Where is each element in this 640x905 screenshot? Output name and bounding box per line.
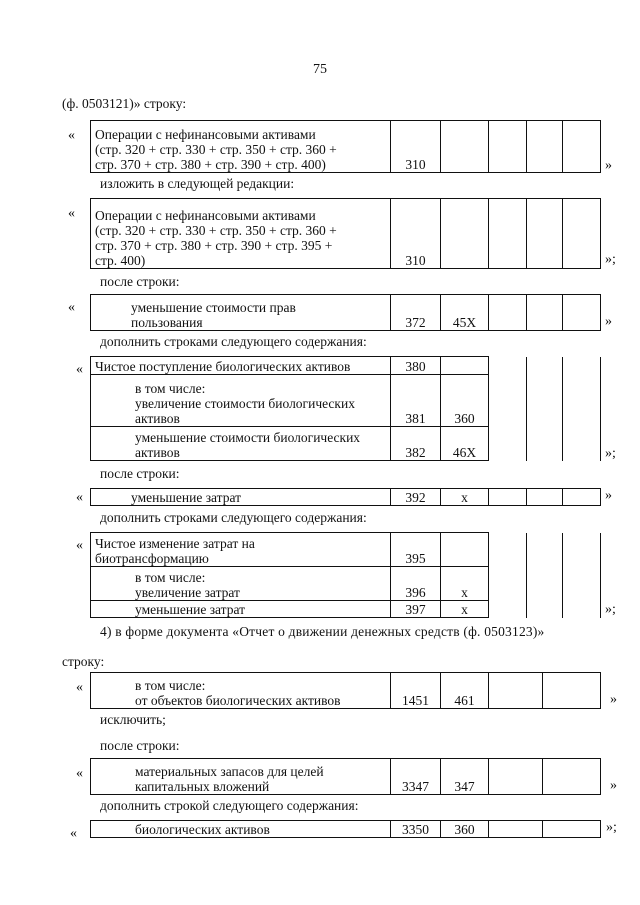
paragraph-4-line-2: строку: [62, 654, 105, 669]
row-kosgu: х [441, 601, 489, 618]
row-code: 396 [391, 567, 441, 601]
quote-close: »; [606, 820, 617, 835]
row-label: Операции с нефинансовыми активами (стр. 320 + стр. 330 + стр. 350 + стр. 360 + стр. 370 + стр. 380 + стр. 390 + стр. 400) [91, 121, 391, 173]
row-code: 382 [391, 427, 441, 461]
row-label: биологических активов [91, 821, 391, 838]
quote-close: »; [605, 602, 616, 617]
row-kosgu: 45X [441, 295, 489, 331]
row-label: уменьшение стоимости прав пользования [91, 295, 391, 331]
table-block-8 [90, 758, 601, 795]
row-kosgu: 360 [441, 375, 489, 427]
table-block-6 [90, 532, 601, 618]
row-kosgu: х [441, 489, 489, 506]
quote-close: » [605, 158, 612, 173]
row-code: 3347 [391, 759, 441, 795]
table-block-3 [90, 294, 601, 331]
row-code: 395 [391, 533, 441, 567]
table-block-5 [90, 488, 601, 506]
row-code: 310 [391, 121, 441, 173]
paragraph-4-line-1: 4) в форме документа «Отчет о движении денежных средств (ф. 0503123)» [100, 624, 545, 639]
row-kosgu: 46X [441, 427, 489, 461]
text-after: после строки: [100, 738, 180, 753]
quote-open: « [76, 538, 83, 553]
row-code: 372 [391, 295, 441, 331]
row-code: 1451 [391, 673, 441, 709]
table-block-7 [90, 672, 601, 709]
row-kosgu: 347 [441, 759, 489, 795]
table-block-4 [90, 356, 601, 461]
quote-open: « [76, 362, 83, 377]
row-label: уменьшение затрат [91, 601, 391, 618]
quote-close: » [605, 314, 612, 329]
text-after: после строки: [100, 466, 180, 481]
row-code: 310 [391, 199, 441, 269]
row-code: 3350 [391, 821, 441, 838]
text-add: дополнить строками следующего содержания: [100, 510, 367, 525]
page-number: 75 [313, 62, 327, 77]
text-exclude: исключить; [100, 712, 166, 727]
quote-open: « [76, 766, 83, 781]
row-label: Чистое изменение затрат на биотрансформацию [91, 533, 391, 567]
row-code: 392 [391, 489, 441, 506]
text-redaction: изложить в следующей редакции: [100, 176, 295, 191]
table-block-9 [90, 820, 601, 838]
row-kosgu: 461 [441, 673, 489, 709]
row-label: в том числе: увеличение стоимости биологических активов [91, 375, 391, 427]
row-kosgu: х [441, 567, 489, 601]
table-block-1 [90, 120, 601, 173]
quote-open: « [70, 826, 77, 841]
text-add: дополнить строками следующего содержания: [100, 334, 367, 349]
row-code: 397 [391, 601, 441, 618]
quote-open: « [68, 206, 75, 221]
row-label: в том числе: от объектов биологических активов [91, 673, 391, 709]
row-label: Операции с нефинансовыми активами (стр. 320 + стр. 330 + стр. 350 + стр. 360 + стр. 370 + стр. 380 + стр. 390 + стр. 395 + стр. 400) [91, 199, 391, 269]
quote-close: » [605, 488, 612, 503]
row-label: материальных запасов для целей капитальных вложений [91, 759, 391, 795]
text-after: после строки: [100, 274, 180, 289]
quote-open: « [68, 128, 75, 143]
text-add: дополнить строкой следующего содержания: [100, 798, 359, 813]
quote-open: « [76, 490, 83, 505]
row-label: уменьшение стоимости биологических активов [91, 427, 391, 461]
row-code: 380 [391, 357, 441, 375]
quote-open: « [76, 680, 83, 695]
intro-line: (ф. 0503121)» строку: [62, 96, 187, 111]
quote-close: »; [605, 252, 616, 267]
row-label: Чистое поступление биологических активов [91, 357, 391, 375]
table-block-2 [90, 198, 601, 269]
row-kosgu: 360 [441, 821, 489, 838]
row-label: уменьшение затрат [91, 489, 391, 506]
quote-close: »; [605, 446, 616, 461]
quote-open: « [68, 300, 75, 315]
row-label: в том числе: увеличение затрат [91, 567, 391, 601]
row-code: 381 [391, 375, 441, 427]
quote-close: » [610, 778, 617, 793]
quote-close: » [610, 692, 617, 707]
